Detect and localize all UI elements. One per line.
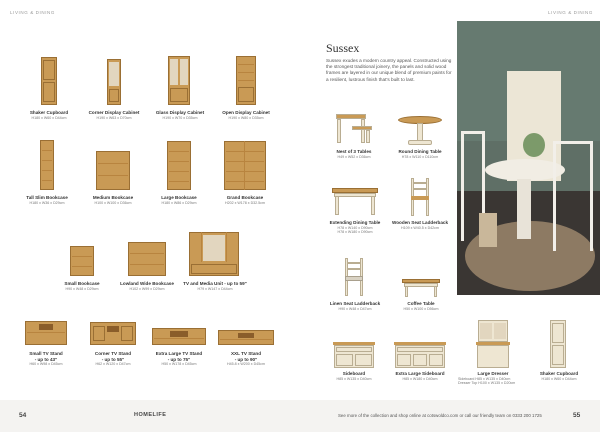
grand-bookcase-image: [224, 141, 266, 190]
tv-media-unit-image: [189, 232, 239, 276]
product-name: Open Display Cabinet: [222, 110, 270, 115]
product-dims: H78 x W110 x D110cm: [401, 154, 439, 159]
product-dims: H85 x W135 x D40cm: [336, 376, 372, 381]
large-bookcase-image: [167, 141, 191, 190]
product-dims: H50 x W178 x D45cm: [161, 362, 197, 367]
product-dims: H50 x W100 x D56cm: [403, 306, 439, 311]
product-dims: H62 x W120 x D47cm: [95, 362, 131, 367]
product-name: Tall Slim Bookcase: [26, 195, 68, 200]
tall-slim-bookcase-image: [40, 140, 54, 190]
section-label-left: LIVING & DINING: [10, 10, 56, 15]
coffee-table-image: [402, 279, 440, 297]
small-tv-stand-image: [25, 321, 67, 345]
product-dims: H78 x W140 x D90cm H78 x W180 x D90cm: [337, 225, 373, 235]
wooden-seat-ladderback-image: [411, 178, 429, 216]
open-display-cabinet-image: [236, 56, 256, 105]
lifestyle-photo: [457, 21, 600, 295]
page-number-left: 54: [19, 412, 27, 419]
product-dims: H180 x W86 x D29cm: [161, 200, 197, 205]
corner-tv-stand-image: [90, 322, 136, 345]
product-dims: H102 x W99 x D29cm: [129, 286, 165, 291]
product-dims: H109 x W40.5 x D42cm: [401, 225, 439, 230]
product-name: Large Dresser: [477, 371, 509, 376]
product-dims: H90 x W48 x D47cm: [338, 306, 372, 311]
product-name: Coffee Table: [407, 301, 435, 306]
shaker-cupboard-cream-image: [550, 320, 566, 368]
product-dims: H49 x W52 x D36cm: [337, 154, 371, 159]
extra-large-sideboard-image: [394, 342, 446, 368]
product-name: Medium Bookcase: [92, 195, 134, 200]
product-name: Sideboard: [342, 371, 366, 376]
product-name: Lowland Wide Bookcase: [120, 281, 174, 286]
product-name: Small Bookcase: [64, 281, 100, 286]
product-dims: H85 x W180 x D40cm: [402, 376, 438, 381]
product-name: Grand Bookcase: [226, 195, 264, 200]
extra-large-tv-stand-image: [152, 328, 206, 345]
collection-description: Sussex exudes a modern country appeal. Constructed using the strongest traditional joinery, the panels and solid wood frames are layered in our unique blend of premium paints for a resilient, lustrous finish that's built to last.: [326, 58, 452, 82]
product-dims: H45.8 x W200 x D45cm: [227, 362, 265, 367]
page-footer: [0, 400, 600, 432]
lowland-wide-bookcase-image: [128, 242, 166, 276]
footer-cta: See more of the collection and shop online at cotswoldco.com or call our friendly team on 0333 200 1725: [338, 413, 542, 418]
shaker-cupboard-image: [41, 57, 57, 105]
product-dims: Sideboard H85 x W135 x D40cm Dresser Top H100 x W135 x D20cm: [458, 376, 516, 386]
product-name: Extra Large Sideboard: [395, 371, 445, 376]
product-dims: H190 x W63 x D70cm: [96, 115, 132, 120]
large-dresser-image: [476, 320, 510, 368]
product-name: Corner Display Cabinet: [88, 110, 140, 115]
glass-display-cabinet-image: [168, 56, 190, 105]
product-name: XXL TV Stand - up to 90": [230, 351, 262, 362]
sideboard-image: [333, 342, 375, 368]
product-dims: H180 x W60 x D44cm: [31, 115, 67, 120]
product-name: Wooden Seat Ladderback: [391, 220, 449, 225]
brand-name: HOMELIFE: [134, 412, 167, 418]
product-dims: H79 x W147 x D44cm: [197, 286, 233, 291]
small-bookcase-image: [70, 246, 94, 276]
product-dims: H180 x W60 x D44cm: [541, 376, 577, 381]
product-name: Glass Display Cabinet: [155, 110, 205, 115]
nest-of-tables-image: [336, 114, 372, 144]
product-dims: H190 x W70 x D35cm: [162, 115, 198, 120]
product-name: Large Bookcase: [161, 195, 197, 200]
extending-dining-table-image: [332, 188, 378, 216]
product-dims: H100 x W100 x D36cm: [94, 200, 132, 205]
product-dims: H90 x W48 x D29cm: [65, 286, 99, 291]
product-dims: H180 x W36 x D29cm: [29, 200, 65, 205]
round-dining-table-image: [398, 116, 442, 146]
product-name: Nest of 3 Tables: [336, 149, 372, 154]
page-number-right: 55: [573, 412, 581, 419]
product-name: Small TV Stand - up to 43": [29, 351, 63, 362]
linen-seat-ladderback-image: [345, 258, 363, 296]
product-name: Extending Dining Table: [329, 220, 381, 225]
product-name: Linen Seat Ladderback: [329, 301, 381, 306]
collection-title: Sussex: [326, 41, 360, 55]
product-dims: H190 x W80 x D35cm: [228, 115, 264, 120]
product-name: Shaker Cupboard: [539, 371, 579, 376]
product-name: Round Dining Table: [398, 149, 442, 154]
product-name: Extra Large TV Stand - up to 75": [155, 351, 203, 362]
medium-bookcase-image: [96, 151, 130, 190]
product-dims: H202 x W178 x D32.5cm: [225, 200, 265, 205]
product-name: Corner TV Stand - up to 55": [94, 351, 132, 362]
section-label-right: LIVING & DINING: [548, 10, 594, 15]
product-name: TV and Media Unit - up to 59": [183, 281, 247, 286]
corner-display-cabinet-image: [107, 59, 121, 105]
xxl-tv-stand-image: [218, 330, 274, 345]
product-dims: H60 x W98 x D45cm: [29, 362, 63, 367]
product-name: Shaker Cupboard: [29, 110, 69, 115]
